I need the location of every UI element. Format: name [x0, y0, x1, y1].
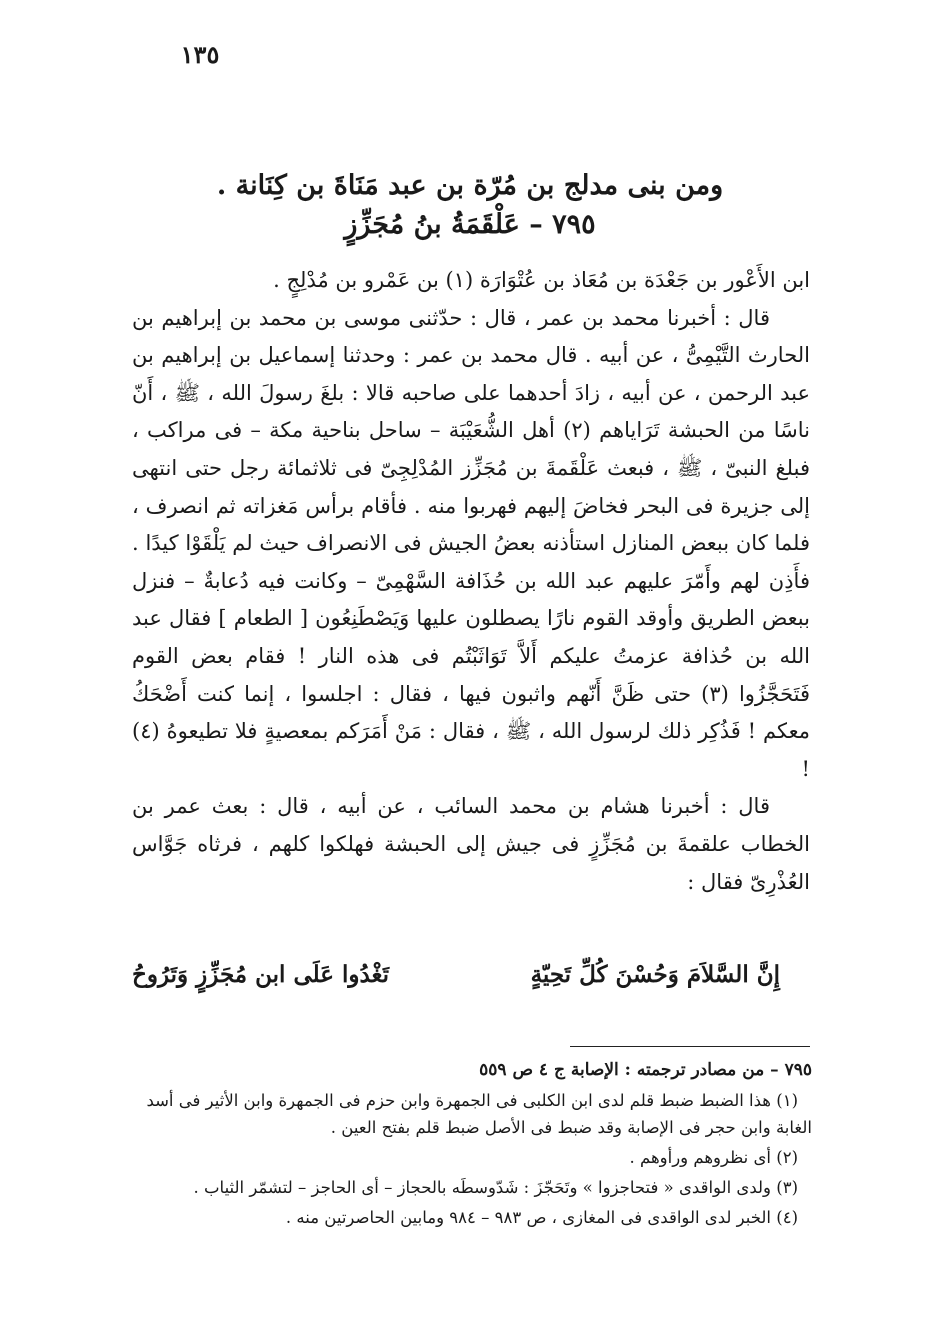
- footnotes: [132, 1057, 812, 1234]
- lineage-paragraph: ابن الأَعْور بن جَعْدَة بن مُعَاذ بن عُتْوَارَة (١) بن عَمْرو بن مُدْلِجٍ .: [273, 268, 810, 292]
- poem-verse: [132, 955, 810, 995]
- elegy-intro-paragraph: قال : أخبرنا هشام بن محمد السائب ، عن أبيه ، قال : بعث عمر بن الخطاب علقمةَ بن مُجَزِّزٍ فى جيش إلى الحبشة فهلكوا كلهم ، فرثاه جَوَّاس العُذْرِىّ فقال :: [132, 794, 810, 894]
- footnote-4: (٤) الخبر لدى الواقدى فى المغازى ، ص ٩٨٣ – ٩٨٤ ومابين الحاصرتين منه .: [285, 1208, 798, 1227]
- entry-title: ٧٩٥ – عَلْقَمَةُ بنُ مُجَزِّزٍ: [344, 209, 596, 240]
- footnote-3: (٣) ولدى الواقدى « فتحاجزوا » وتَحَجّزَ : شَدّوسطَه بالحجاز – أى الحاجز – لتشمّر الثياب .: [193, 1178, 798, 1197]
- main-text: [132, 262, 810, 901]
- footnote-divider: [570, 1046, 810, 1047]
- section-heading: ومن بنى مدلج بن مُرّة بن عبد مَنَاةَ بن كِنَانة .: [216, 170, 724, 201]
- verse-first-hemistich: إِنَّ السَّلاَمَ وَحُسْنَ كُلِّ تَحِيّةٍ: [530, 961, 780, 988]
- footnote-sources: ٧٩٥ – من مصادر ترجمته : الإصابة ج ٤ ص ٥٥٩: [479, 1060, 812, 1080]
- page-number: ١٣٥: [180, 40, 220, 69]
- footnote-2: (٢) أى نظروهم ورأوهم .: [629, 1148, 798, 1167]
- verse-second-hemistich: تَغْدُوا عَلَى ابن مُجَزِّزٍ وَتَرُوحُ: [132, 961, 390, 988]
- footnote-1: (١) هذا الضبط ضبط قلم لدى ابن الكلبى فى الجمهرة وابن حزم فى الجمهرة وابن الأثير فى أسد الغابة وابن حجر فى الإصابة وقد ضبط فى الأصل ضبط قلم بفتح العين .: [146, 1091, 812, 1137]
- narration-paragraph: قال : أخبرنا محمد بن عمر ، قال : حدّثنى موسى بن محمد بن إبراهيم بن الحارث التَّيْمِىُّ ، عن أبيه . قال محمد بن عمر : وحدثنا إسماعيل بن إبراهيم بن عبد الرحمن ، عن أبيه ، زادَ أحدهما على صاحبه قالا : بلغَ رسولَ الله ، ﷺ ، أَنّ ناسًا من الحبشة تَرَاياهم (٢) أهل الشُّعَيْبَة – ساحل بناحية مكة – فى مراكب ، فبلغ النبىّ ، ﷺ ، فبعث عَلْقَمةَ بن مُجَزِّز المُدْلِجِىّ فى ثلاثمائة رجل حتى انتهى إلى جزيرة فى البحر فخاضَ إليهم فهربوا منه . فأقام برأس مَغزاته ثم انصرف ، فلما كان ببعض المنازل استأذنه بعضُ الجيش فى الانصراف حيث لم يَلْقَوْا كيدًا . فأَذِن لهم وأَمّرَ عليهم عبد الله بن حُذَافة السَّهْمِىّ – وكانت فيه دُعابةٌ – فنزل ببعض الطريق وأوقد القوم نارًا يصطلون عليها وَيَصْطَنِعُون [ الطعام ] فقال عبد الله بن حُذافة عزمتُ عليكم أَلاَّ تَوَاثَبْتُم فى هذه النار ! فقام بعض القوم فَتَحَجَّزُوا (٣) حتى ظَنَّ أَنّهم واثبون فيها ، فقال : اجلسوا ، إنما كنت أَضْحَكُ معكم ! فَذُكِر ذلك لرسول الله ، ﷺ ، فقال : مَنْ أَمَرَكم بمعصيةٍ فلا تطيعوهُ (٤) !: [132, 305, 811, 781]
